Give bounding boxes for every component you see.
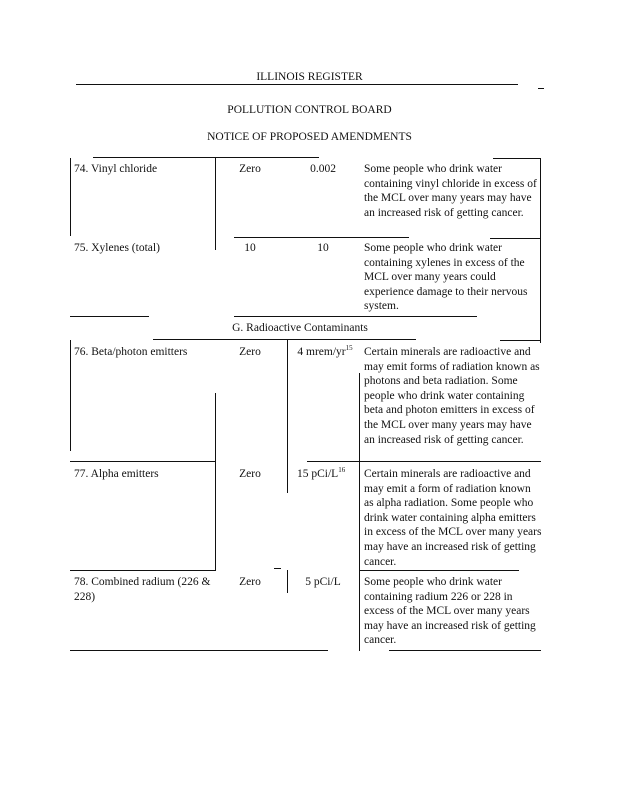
row-74-effect: Some people who drink water containing vinyl chloride in excess of the MCL over many years may have an increased risk of getting cancer. xyxy=(364,163,537,219)
row-77-effect: Certain minerals are radioactive and may emit a form of radiation known as alpha radiation. Some people who drink water containing alpha emitters in excess of the MCL over many years may have an increased risk of getting cancer. xyxy=(364,468,542,568)
rule xyxy=(307,461,541,462)
row-74-name: 74. Vinyl chloride xyxy=(74,163,158,175)
header-mark xyxy=(538,88,544,89)
rule xyxy=(490,238,540,239)
row-75-effect: Some people who drink water containing xylenes in excess of the MCL over many years could experience damage to their nervous system. xyxy=(364,242,528,313)
rule xyxy=(70,158,71,236)
row-77-mclg: Zero xyxy=(239,468,261,480)
row-77-mcl xyxy=(297,467,345,482)
rule xyxy=(359,461,360,571)
rule xyxy=(493,158,541,159)
row-75-mclg: 10 xyxy=(244,242,256,254)
row-78-mclg: Zero xyxy=(239,576,261,588)
rule xyxy=(359,373,360,461)
row-77-footnote: 16 xyxy=(338,466,346,475)
header-rule xyxy=(76,84,518,85)
rule xyxy=(234,237,409,238)
rule xyxy=(70,316,149,317)
rule xyxy=(70,570,216,571)
section-heading: G. Radioactive Contaminants xyxy=(232,322,368,334)
row-74-mclg: Zero xyxy=(239,163,261,175)
row-76-name: 76. Beta/photon emitters xyxy=(74,346,188,358)
row-76-effect: Certain minerals are radioactive and may emit forms of radiation known as photons and beta radiation. Some people who drink water containing beta and photon emitters in excess of the MCL over many years may have an increased risk of getting cancer. xyxy=(364,346,540,446)
rule xyxy=(215,393,216,570)
rule xyxy=(70,461,216,462)
rule xyxy=(359,570,519,571)
rule xyxy=(287,570,288,593)
register-title: ILLINOIS REGISTER xyxy=(256,71,363,83)
row-76-mclg: Zero xyxy=(239,346,261,358)
row-78-effect: Some people who drink water containing radium 226 or 228 in excess of the MCL over many years may have an increased risk of getting cancer. xyxy=(364,576,536,647)
rule xyxy=(93,157,319,158)
rule xyxy=(70,650,328,651)
row-76-mcl xyxy=(290,345,360,360)
row-76-footnote: 15 xyxy=(345,344,353,353)
row-77-name: 77. Alpha emitters xyxy=(74,468,159,480)
rule xyxy=(500,340,541,341)
rule xyxy=(153,339,416,340)
rule xyxy=(287,340,288,493)
row-77-mcl-value: 15 pCi/L xyxy=(297,468,339,480)
notice-title: NOTICE OF PROPOSED AMENDMENTS xyxy=(207,131,412,143)
row-75-name: 75. Xylenes (total) xyxy=(74,242,160,254)
rule xyxy=(540,158,541,343)
rule xyxy=(234,316,477,317)
rule xyxy=(359,570,360,651)
row-78-name: 78. Combined radium (226 & 228) xyxy=(74,576,211,603)
rule xyxy=(274,568,281,569)
row-78-mcl: 5 pCi/L xyxy=(305,576,341,588)
rule xyxy=(70,340,71,451)
row-76-mcl-value: 4 mrem/yr xyxy=(297,346,346,358)
row-75-mcl: 10 xyxy=(317,242,329,254)
row-74-mcl: 0.002 xyxy=(310,163,336,175)
rule xyxy=(389,650,541,651)
rule xyxy=(215,158,216,250)
board-title: POLLUTION CONTROL BOARD xyxy=(227,104,392,116)
